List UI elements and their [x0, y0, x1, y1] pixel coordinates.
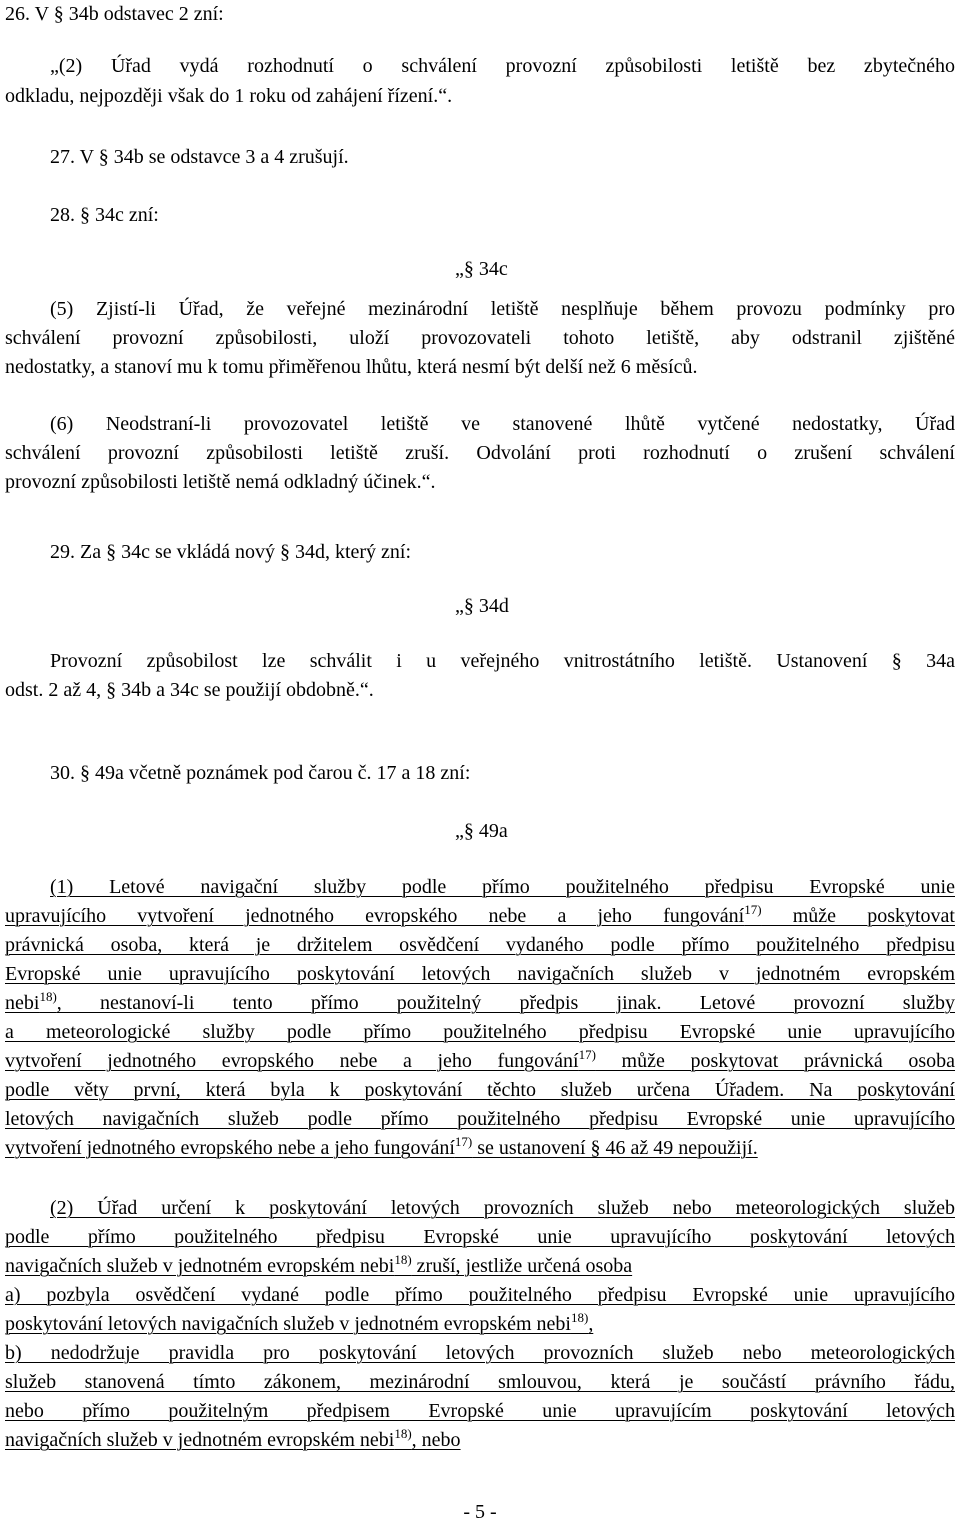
footnote-ref-18: 18)	[570, 1310, 589, 1325]
par49a-2-line-6: b) nedodržuje pravidla pro poskytování letových provozních služeb nebo meteorologických	[5, 1342, 955, 1364]
par49a-1-line-5: nebi$^{18)}$, nestanoví-li tento přímo použitelný předpis jinak. Letové provozní služby	[5, 989, 955, 1014]
item-29-heading: 29. Za § 34c se vkládá nový § 34d, který zní:	[50, 541, 412, 563]
par5-line-1: (5) Zjistí-li Úřad, že veřejné mezinárodní letiště nesplňuje během provozu podmínky pro	[50, 298, 955, 320]
par49a-1-line-6: a meteorologické služby podle přímo použitelného předpisu Evropské unie upravujícího	[5, 1021, 955, 1043]
footnote-ref-18: 18)	[39, 989, 57, 1004]
section-34d-title: „§ 34d	[455, 595, 509, 617]
par49a-2-line-4: a) pozbyla osvědčení vydané podle přímo použitelného předpisu Evropské unie upravujícího	[5, 1284, 955, 1306]
item-28-heading: 28. § 34c zní:	[50, 204, 159, 226]
section-49a-title: „§ 49a	[455, 820, 508, 842]
par6-line-1: (6) Neodstraní-li provozovatel letiště ve stanovené lhůtě vytčené nedostatky, Úřad	[50, 413, 955, 435]
footnote-ref-17: 17)	[454, 1134, 473, 1149]
section-34d-line-2: odst. 2 až 4, § 34b a 34c se použijí obdobně.“.	[5, 679, 374, 701]
par6-line-2: schválení provozní způsobilosti letiště zruší. Odvolání proti rozhodnutí o zrušení schválení	[5, 442, 955, 464]
footnote-ref-17: 17)	[578, 1047, 596, 1062]
par49a-2-line-3: navigačních služeb v jednotném evropském nebi$^{18)}$ zruší, jestliže určená osoba	[5, 1252, 633, 1277]
par49a-1-line-7: vytvoření jednotného evropského nebe a jeho fungování$^{17)}$ může poskytovat právnická osoba	[5, 1047, 956, 1072]
par49a-1-line-9: letových navigačních služeb podle přímo použitelného předpisu Evropské unie upravujícího	[5, 1108, 955, 1130]
page-number: - 5 -	[463, 1501, 497, 1523]
par49a-1-line-10: vytvoření jednotného evropského nebe a jeho fungování$^{17)}$ se ustanovení § 46 až 49 nepoužijí.	[5, 1134, 758, 1159]
par49a-2-line-8: nebo přímo použitelným předpisem Evropské unie upravujícím poskytování letových	[5, 1400, 955, 1422]
section-34d-line-1: Provozní způsobilost lze schválit i u veřejného vnitrostátního letiště. Ustanovení § 34a	[50, 650, 955, 672]
item-27-text: 27. V § 34b se odstavce 3 a 4 zrušují.	[50, 146, 349, 168]
par49a-1-line-8: podle věty první, která byla k poskytování těchto služeb určena Úřadem. Na poskytování	[5, 1079, 955, 1101]
par49a-2-line-9: navigačních služeb v jednotném evropském nebi$^{18)}$, nebo	[5, 1426, 461, 1451]
par5-line-3: nedostatky, a stanoví mu k tomu přiměřenou lhůtu, která nesmí být delší než 6 měsíců.	[5, 356, 698, 378]
par5-line-2: schválení provozní způsobilosti, uloží provozovateli tohoto letiště, aby odstranil zjištěné	[5, 327, 955, 349]
footnote-ref-18: 18)	[394, 1252, 412, 1267]
par49a-2-line-5: poskytování letových navigačních služeb v jednotném evropském nebi$^{18)}$,	[5, 1310, 594, 1335]
par49a-2-line-1: (2) Úřad určení k poskytování letových provozních služeb nebo meteorologických služeb	[50, 1197, 955, 1219]
par49a-1-line-2: upravujícího vytvoření jednotného evropského nebe a jeho fungování$^{17)}$ může poskytovat	[5, 902, 955, 927]
item-30-heading: 30. § 49a včetně poznámek pod čarou č. 17 a 18 zní:	[50, 762, 471, 784]
footnote-ref-17: 17)	[744, 902, 762, 917]
par49a-2-line-2: podle přímo použitelného předpisu Evropské unie upravujícího poskytování letových	[5, 1226, 955, 1248]
par49a-1-line-3: právnická osoba, která je držitelem osvědčení vydaného podle přímo použitelného předpisu	[5, 934, 955, 956]
footnote-ref-18: 18)	[394, 1426, 412, 1441]
par49a-1-line-4: Evropské unie upravujícího poskytování letových navigačních služeb v jednotném evropském	[5, 963, 955, 985]
item-26-heading: 26. V § 34b odstavec 2 zní:	[5, 3, 224, 25]
item-26-text-line-2: odkladu, nejpozději však do 1 roku od zahájení řízení.“.	[5, 85, 453, 107]
section-34c-title: „§ 34c	[455, 258, 508, 280]
item-26-text-line-1: „(2) Úřad vydá rozhodnutí o schválení provozní způsobilosti letiště bez zbytečného	[50, 55, 955, 77]
par6-line-3: provozní způsobilosti letiště nemá odkladný účinek.“.	[5, 471, 436, 493]
par49a-1-line-1: (1) Letové navigační služby podle přímo použitelného předpisu Evropské unie	[50, 876, 955, 898]
par49a-2-line-7: služeb stanovená tímto zákonem, mezinárodní smlouvou, která je součástí právního řádu,	[5, 1371, 955, 1393]
